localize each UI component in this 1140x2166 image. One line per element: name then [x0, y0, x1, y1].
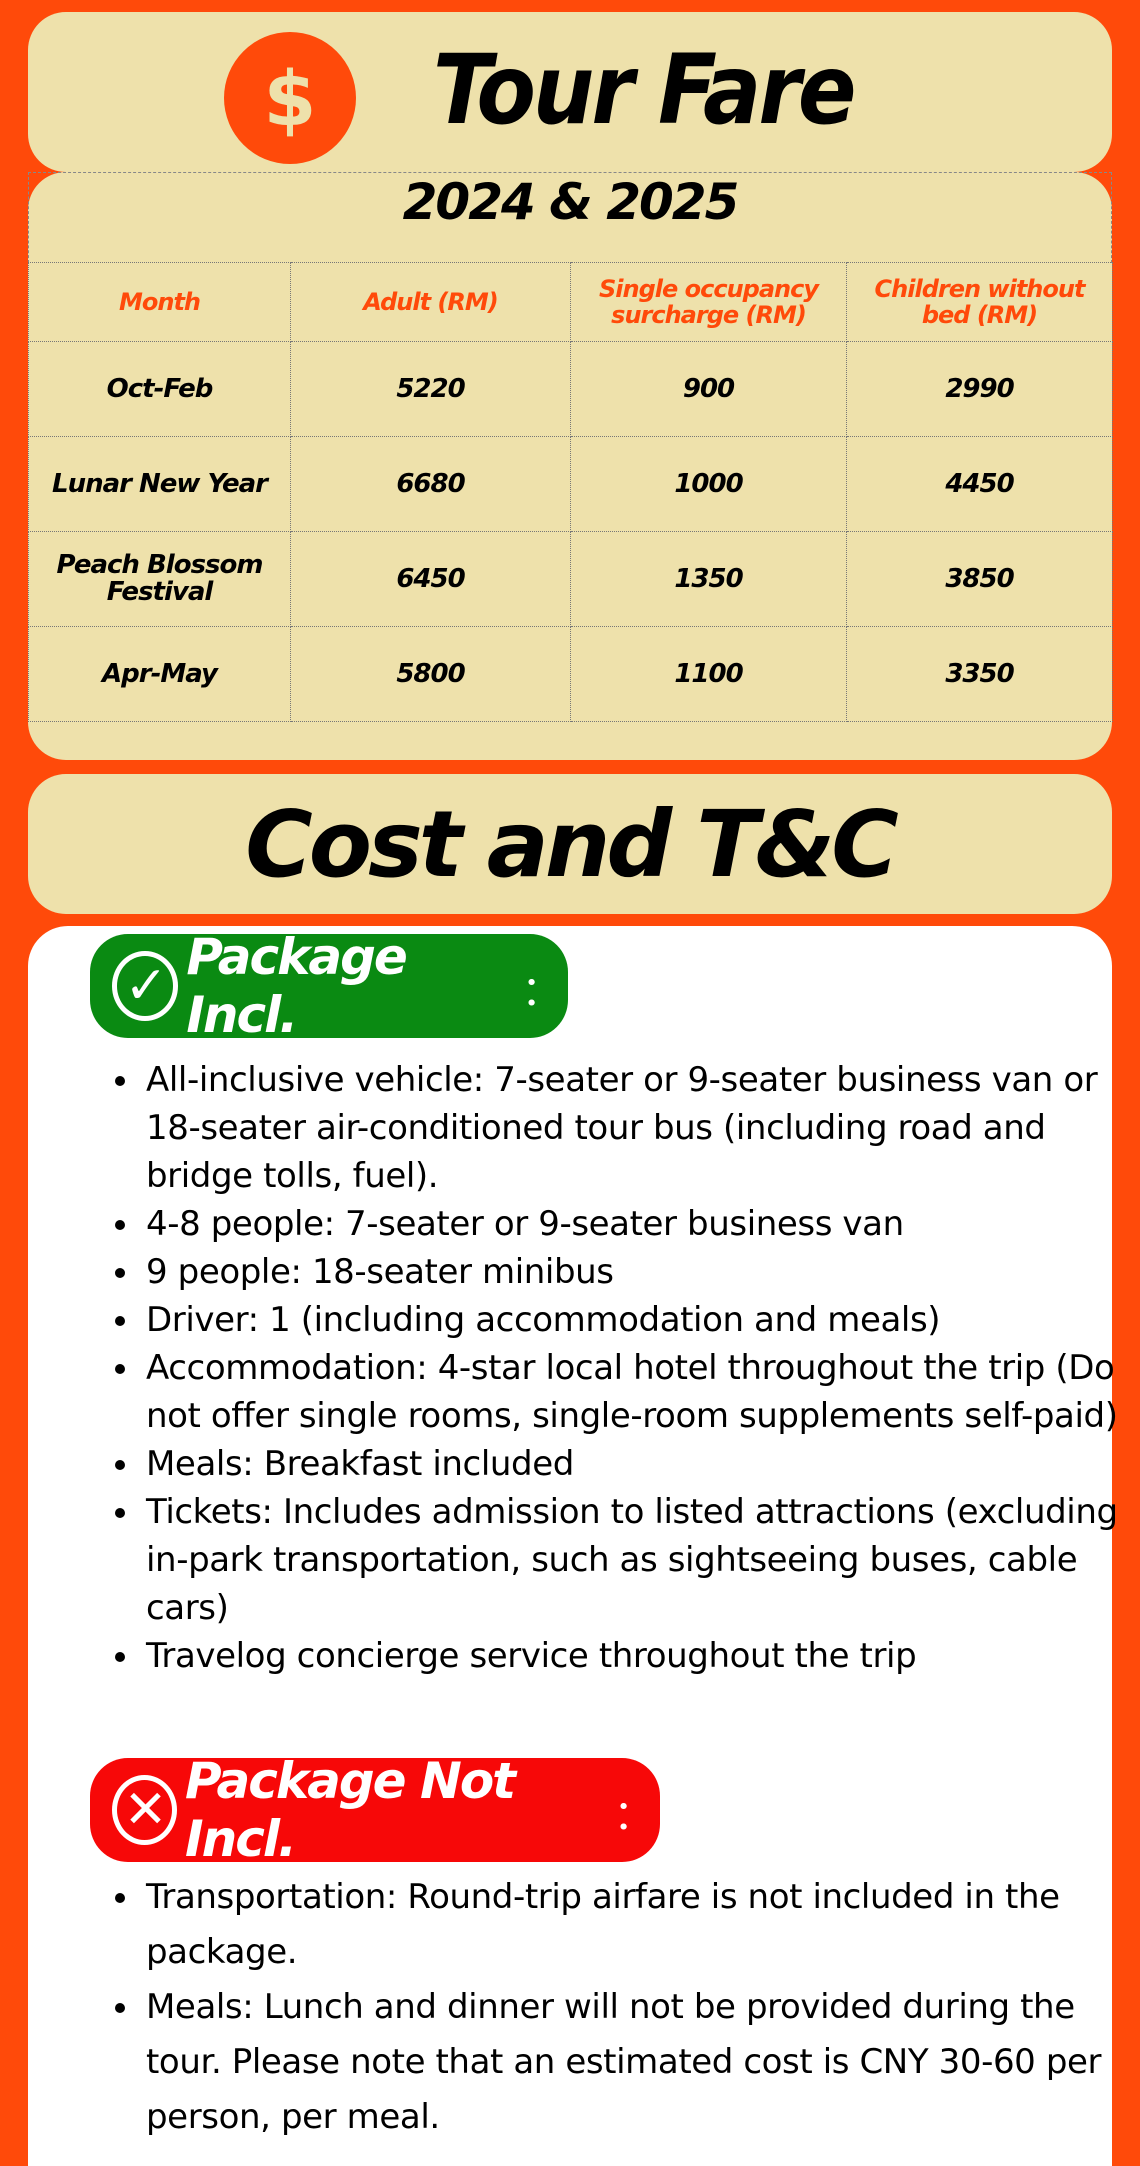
cell-month: Lunar New Year — [29, 437, 291, 532]
package-included-badge — [90, 928, 568, 1044]
cost-tc-title: Cost and T&C — [245, 790, 895, 898]
list-item: • Travelog concierge service throughout the trip — [142, 1632, 1140, 1680]
list-item: • Driver: 1 (including accommodation and meals) — [142, 1296, 1140, 1344]
cost-tc-header — [28, 774, 1112, 914]
column-header-adult: Adult (RM) — [291, 263, 571, 342]
list-item: • Meals: Breakfast included — [142, 1440, 1140, 1488]
cell-children: 3350 — [847, 627, 1113, 722]
list-item: • 9 people: 18-seater minibus — [142, 1248, 1140, 1296]
cell-children: 3850 — [847, 532, 1113, 627]
column-header-month: Month — [29, 263, 291, 342]
included-list — [86, 1056, 1140, 1680]
tour-fare-header — [28, 12, 1112, 172]
cell-month: Peach Blossom Festival — [29, 532, 291, 627]
fare-table-panel — [28, 172, 1112, 760]
list-item: • Tickets: Includes admission to listed attractions (excluding in-park transportation, such as sightseeing buses, cable cars) — [142, 1488, 1140, 1632]
table-row — [29, 627, 1113, 722]
cell-adult: 5220 — [291, 342, 571, 437]
list-item: • All-inclusive vehicle: 7-seater or 9-seater business van or 18-seater air-conditioned tour bus (including road and bridge tolls, fuel). — [142, 1056, 1140, 1200]
fare-table — [28, 262, 1113, 722]
not-included-list — [86, 1870, 1140, 2145]
cell-month: Oct-Feb — [29, 342, 291, 437]
cell-single-surcharge: 1350 — [571, 532, 847, 627]
fare-table-header-row — [29, 263, 1113, 342]
column-header-single-surcharge: Single occupancy surcharge (RM) — [571, 263, 847, 342]
list-item: • Transportation: Round-trip airfare is not included in the package. — [142, 1870, 1140, 1980]
check-circle-icon: ✓ — [112, 951, 178, 1021]
cell-single-surcharge: 1000 — [571, 437, 847, 532]
terms-content-panel — [28, 926, 1118, 2166]
list-item: • Meals: Lunch and dinner will not be provided during the tour. Please note that an estimated cost is CNY 30-60 per person, per meal. — [142, 1980, 1140, 2145]
list-item: • Accommodation: 4-star local hotel throughout the trip (Do not offer single rooms, single-room supplements self-paid) — [142, 1344, 1140, 1440]
list-item: • 4-8 people: 7-seater or 9-seater business van — [142, 1200, 1140, 1248]
package-included-colon: ： — [520, 961, 568, 1019]
cell-children: 2990 — [847, 342, 1113, 437]
cell-month: Apr-May — [29, 627, 291, 722]
package-not-included-badge — [90, 1752, 660, 1868]
tour-fare-title: Tour Fare — [433, 34, 854, 146]
table-row — [29, 437, 1113, 532]
dollar-icon — [224, 32, 356, 164]
dollar-symbol: $ — [263, 53, 317, 143]
package-not-included-colon: ： — [612, 1785, 660, 1843]
cell-single-surcharge: 1100 — [571, 627, 847, 722]
x-circle-icon: ✕ — [112, 1775, 177, 1845]
package-not-included-label: Package Not Incl. — [185, 1752, 515, 1868]
table-row — [29, 532, 1113, 627]
package-included-label: Package Incl. — [186, 928, 406, 1044]
cell-adult: 6680 — [291, 437, 571, 532]
cell-single-surcharge: 900 — [571, 342, 847, 437]
cell-adult: 6450 — [291, 532, 571, 627]
fare-year-title: 2024 & 2025 — [28, 172, 1112, 263]
cell-children: 4450 — [847, 437, 1113, 532]
table-row — [29, 342, 1113, 437]
column-header-children-without-bed: Children without bed (RM) — [847, 263, 1113, 342]
cell-adult: 5800 — [291, 627, 571, 722]
